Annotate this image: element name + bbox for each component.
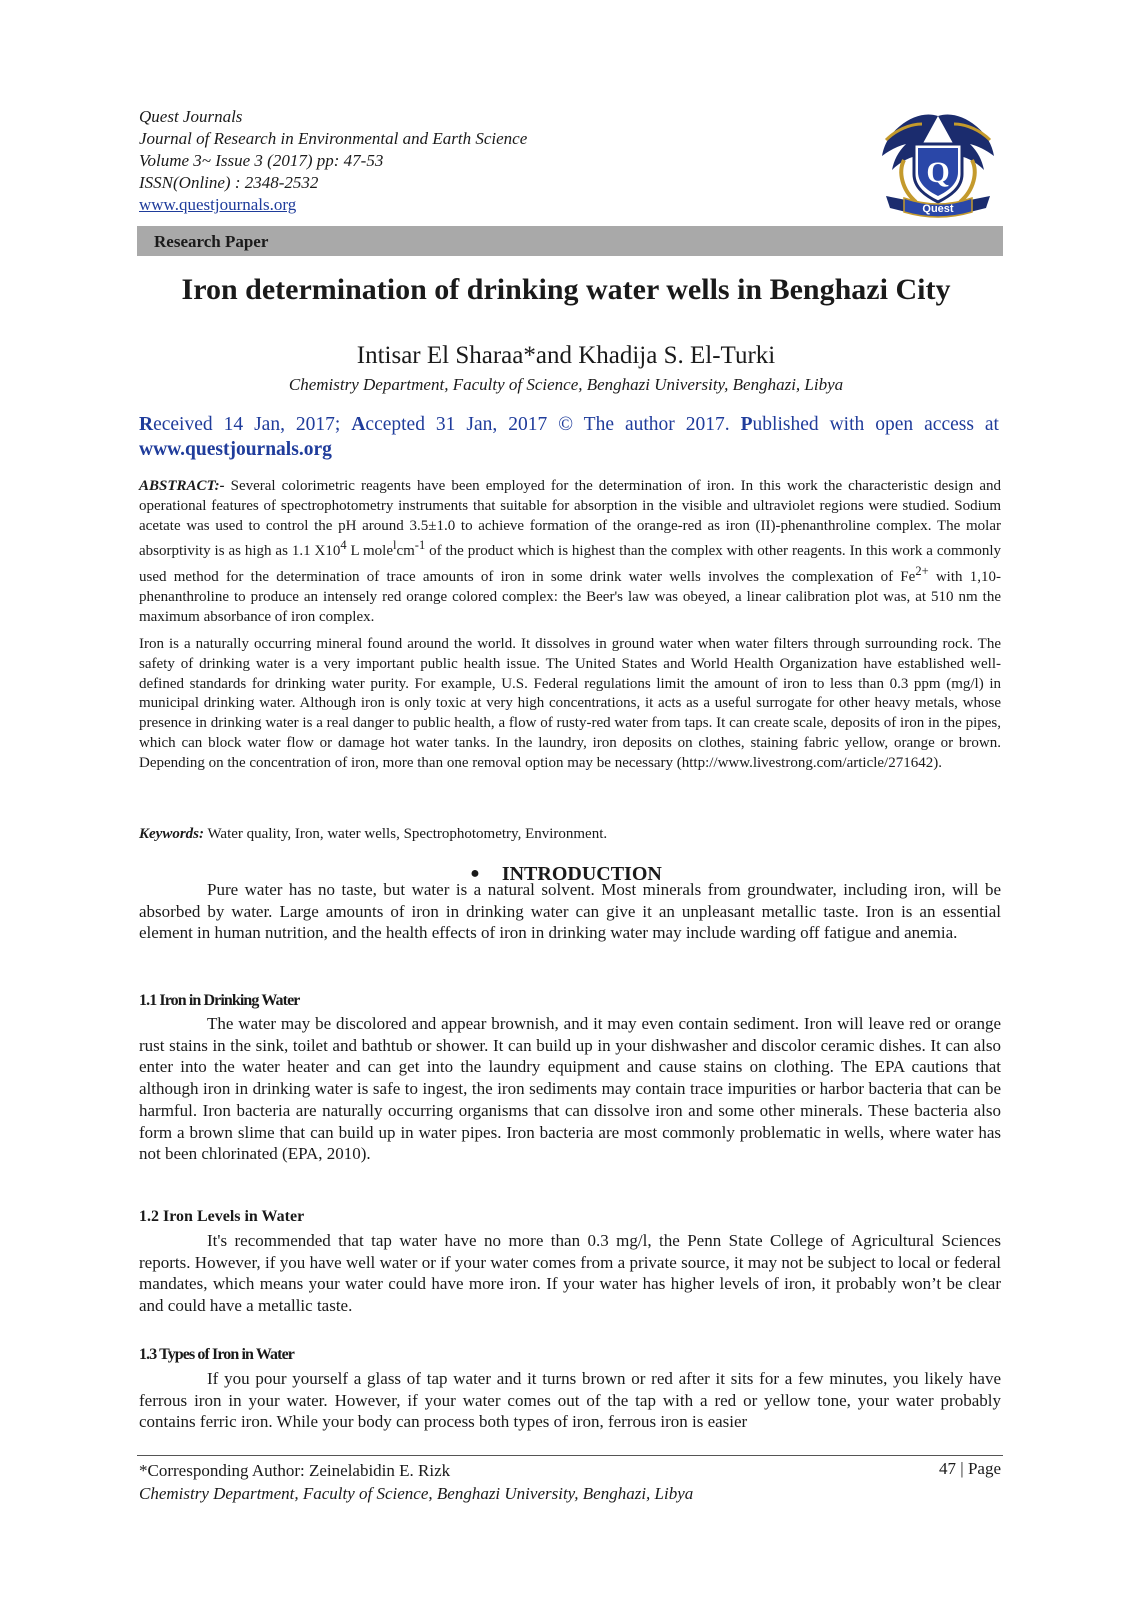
- journal-issn: ISSN(Online) : 2348-2532: [139, 173, 319, 192]
- svg-text:Q: Q: [926, 156, 950, 189]
- page-number: 47 | Page: [939, 1459, 1001, 1478]
- authors: Intisar El Sharaa*and Khadija S. El-Turki: [356, 342, 776, 369]
- introduction-paragraph: Pure water has no taste, but water is a natural solvent. Most minerals from groundwater, including iron, will be absorbed by water. Large amounts of iron in drinking water can give it an unpleasant metallic taste. Iron is an essential element in human nutrition, and the health effects of iron in drinking water may include warding off fatigue and anemia.: [139, 880, 1001, 943]
- journal-header: [139, 106, 527, 216]
- section-1-2-heading: 1.2 Iron Levels in Water: [139, 1208, 305, 1225]
- logo-text: Quest: [922, 203, 954, 215]
- footer-note: [139, 1459, 693, 1505]
- section-1-1-paragraph: The water may be discolored and appear brownish, and it may even contain sediment. Iron will leave red or orange rust stains in the sink, toilet and bathtub or shower. It can build up in your dishwasher and discolor ceramic dishes. It can also enter into the water heater and can get into the laundry equipment and cause stains on clothing. The EPA cautions that although iron in drinking water is safe to ingest, the iron sediments may contain trace impurities or harbor bacteria that can be harmful. Iron bacteria are naturally occurring organisms that can dissolve iron and some other minerals. These bacteria also form a brown slime that can build up in water pipes. Iron bacteria are most commonly problematic in wells, where water has not been chlorinated (EPA, 2010).: [139, 1014, 1001, 1164]
- section-1-3-heading: 1.3 Types of Iron in Water: [139, 1346, 294, 1363]
- bullet-icon: ●: [470, 865, 480, 882]
- section-1-2-paragraph: It's recommended that tap water have no more than 0.3 mg/l, the Penn State College of Agricultural Sciences reports. However, if you have well water or if your water comes from a private source, it may not be subject to local or federal mandates, which means your water could have more iron. If your water has higher levels of iron, it probably won’t be clear and could have a metallic taste.: [139, 1231, 1001, 1316]
- footer-affiliation: Chemistry Department, Faculty of Science, Benghazi University, Benghazi, Libya: [139, 1484, 694, 1503]
- keywords-label: Keywords:: [139, 826, 204, 842]
- footer-divider: [137, 1455, 1003, 1456]
- corresponding-author: *Corresponding Author: Zeinelabidin E. Rizk: [139, 1461, 451, 1480]
- quest-journals-logo: [876, 110, 1000, 218]
- keywords: [139, 826, 607, 843]
- publication-dates: Received 14 Jan, 2017; Accepted 31 Jan, 2017 © The author 2017. Published with open access at: [139, 414, 999, 435]
- journal-url-link[interactable]: www.questjournals.org: [139, 195, 297, 214]
- introduction-heading: ● INTRODUCTION: [470, 863, 662, 885]
- journal-volume: Volume 3~ Issue 3 (2017) pp: 47-53: [139, 151, 384, 170]
- keywords-text: Water quality, Iron, water wells, Spectrophotometry, Environment.: [204, 826, 608, 842]
- journal-name: Quest Journals: [139, 107, 243, 126]
- paper-type-bar: [137, 226, 1003, 256]
- abstract-paragraph-2: Iron is a naturally occurring mineral found around the world. It dissolves in ground water when water filters through surrounding rock. The safety of drinking water is a very important public health issue. The United States and World Health Organization have established well-defined standards for drinking water purity. For example, U.S. Federal regulations limit the amount of iron to less than 0.3 ppm (mg/l) in municipal drinking water. Although iron is only toxic at very high concentrations, it acts as a useful surrogate for other heavy metals, whose presence in drinking water is a real danger to public health, a flow of rusty-red water from taps. It can create scale, deposits of iron in the pipes, which can block water flow or damage hot water tanks. In the laundry, iron deposits on clothes, staining fabric yellow, orange or brown. Depending on the concentration of iron, more than one removal option may be necessary (http://www.livestrong.com/article/271642).: [139, 636, 1001, 771]
- section-1-3-paragraph: If you pour yourself a glass of tap water and it turns brown or red after it sits for a few minutes, you likely have ferrous iron in your water. However, if your water comes out of the tap with a red or yellow tone, your water probably contains ferric iron. While your body can process both types of iron, ferrous iron is easier: [139, 1369, 1001, 1432]
- publisher-url[interactable]: www.questjournals.org: [139, 439, 332, 460]
- paper-type-label: Research Paper: [154, 232, 269, 251]
- paper-title: Iron determination of drinking water wells in Benghazi City: [181, 273, 951, 306]
- section-1-1-heading: 1.1 Iron in Drinking Water: [139, 992, 300, 1009]
- abstract-label: ABSTRACT:-: [139, 478, 225, 494]
- affiliation: Chemistry Department, Faculty of Science, Benghazi University, Benghazi, Libya: [288, 375, 844, 394]
- abstract-paragraph-1: ABSTRACT:- Several colorimetric reagents have been employed for the determination of iron. In this work the characteristic design and operational features of spectrophotometry instruments that suitable for absorption in the visible and ultraviolet regions were studied. Sodium acetate was used to control the pH around 3.5±1.0 to achieve formation of the orange-red as iron (II)-phenanthroline complex. The molar absorptivity is as high as 1.1 $X10^4$ L $mole^lcm^{-1}$ of the product which is highest than the complex with other reagents. In this work a commonly used method for the determination of trace amounts of iron in some drink water wells involves the complexation of $Fe^{2+}$ with 1,10-phenanthroline to produce an intensely red orange colored complex: the Beer's law was obeyed, a linear calibration plot was, at 510 nm the maximum absorbance of iron complex.: [139, 478, 1001, 625]
- journal-title: Journal of Research in Environmental and Earth Science: [139, 129, 528, 148]
